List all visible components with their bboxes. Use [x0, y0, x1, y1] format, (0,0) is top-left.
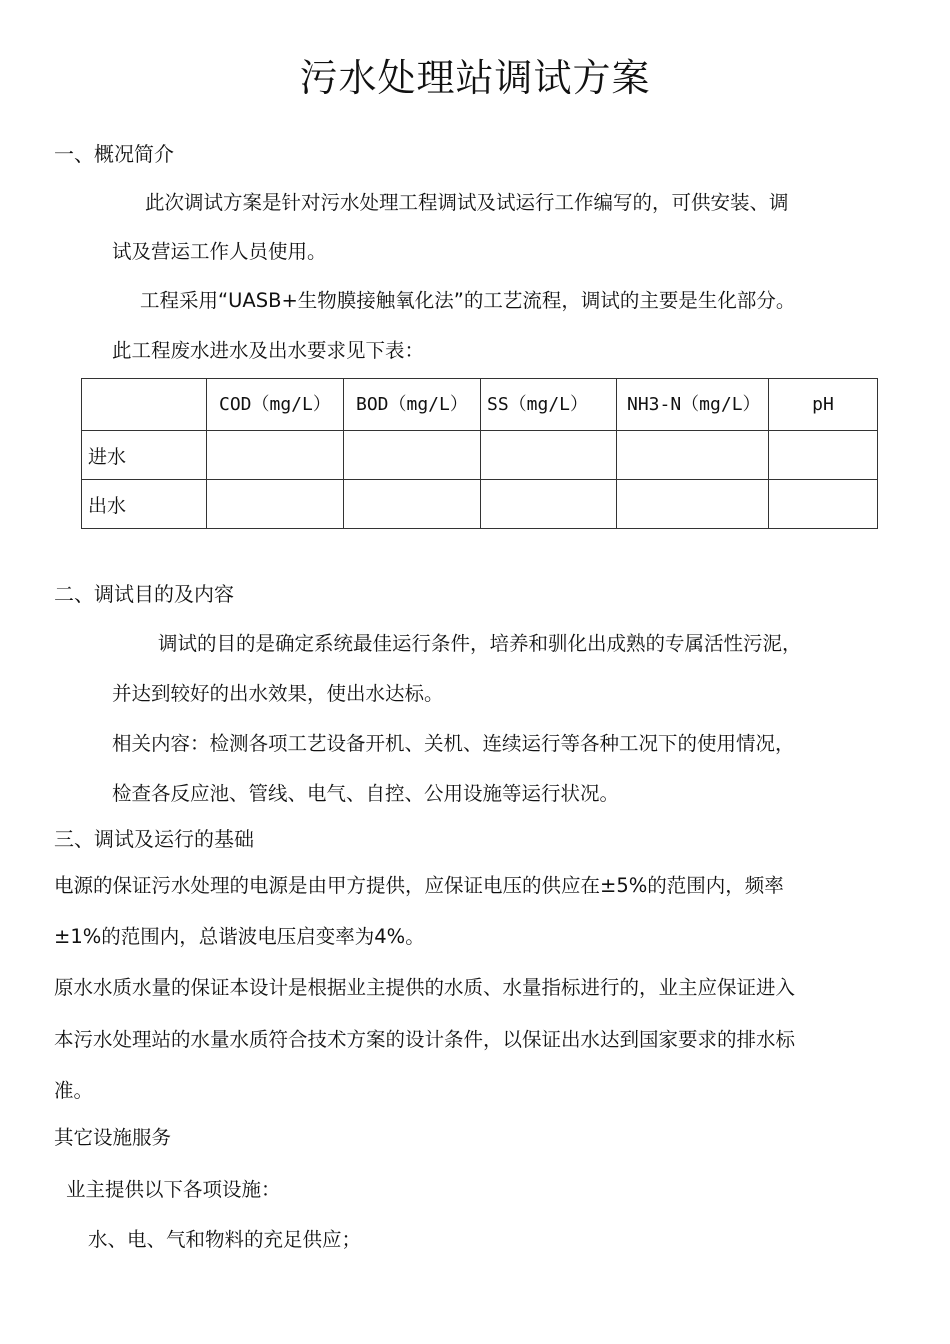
- list-item: 水、电、气和物料的充足供应；: [88, 1228, 362, 1251]
- table-cell: [769, 480, 878, 529]
- table-cell: [481, 431, 617, 480]
- paragraph-table-intro: 此工程废水进水及出水要求见下表：: [112, 339, 425, 362]
- table-cell: [344, 480, 481, 529]
- paragraph-water-line2: 本污水处理站的水量水质符合技术方案的设计条件，以保证出水达到国家要求的排水标: [54, 1028, 796, 1051]
- table-cell: [769, 431, 878, 480]
- table-header-cell: COD（mg/L）: [207, 379, 344, 431]
- paragraph-content-line2: 检查各反应池、管线、电气、自控、公用设施等运行状况。: [112, 782, 620, 805]
- subheading-other-facilities: 其它设施服务: [54, 1126, 172, 1149]
- table-cell: [207, 431, 344, 480]
- table-cell: [617, 431, 769, 480]
- table-header-row: [82, 379, 878, 431]
- paragraph-objective-line1: 调试的目的是确定系统最佳运行条件，培养和驯化出成熟的专属活性污泥，: [158, 632, 802, 655]
- table-row-label: 出水: [82, 480, 207, 529]
- table-header-cell: NH3-N（mg/L）: [617, 379, 769, 431]
- table-header-cell: SS（mg/L）: [481, 379, 617, 431]
- table-cell: [207, 480, 344, 529]
- paragraph-power-line2: ±1%的范围内，总谐波电压启变率为4%。: [54, 925, 425, 948]
- table-cell: [481, 480, 617, 529]
- paragraph-objective-line2: 并达到较好的出水效果，使出水达标。: [112, 682, 444, 705]
- table-header-cell: pH: [769, 379, 878, 431]
- paragraph-content-line1: 相关内容：检测各项工艺设备开机、关机、连续运行等各种工况下的使用情况，: [112, 732, 795, 755]
- table-header-cell: [82, 379, 207, 431]
- water-quality-table: [81, 378, 878, 529]
- paragraph-purpose-line2: 试及营运工作人员使用。: [112, 240, 327, 263]
- section-heading-basis: 三、调试及运行的基础: [54, 827, 254, 851]
- table-header-cell: BOD（mg/L）: [344, 379, 481, 431]
- section-heading-overview: 一、概况简介: [54, 142, 174, 166]
- paragraph-water-line1: 原水水质水量的保证本设计是根据业主提供的水质、水量指标进行的，业主应保证进入: [54, 976, 796, 999]
- page-title: 污水处理站调试方案: [299, 56, 651, 100]
- paragraph-process: 工程采用“UASB+生物膜接触氧化法”的工艺流程，调试的主要是生化部分。: [140, 289, 796, 312]
- table-cell: [344, 431, 481, 480]
- table-row-label: 进水: [82, 431, 207, 480]
- paragraph-power-line1: 电源的保证污水处理的电源是由甲方提供，应保证电压的供应在±5%的范围内，频率: [54, 874, 784, 897]
- table-row: [82, 431, 878, 480]
- paragraph-owner-provides: 业主提供以下各项设施：: [66, 1178, 281, 1201]
- section-heading-objectives: 二、调试目的及内容: [54, 582, 234, 606]
- paragraph-water-line3: 准。: [54, 1079, 94, 1102]
- table-cell: [617, 480, 769, 529]
- paragraph-purpose-line1: 此次调试方案是针对污水处理工程调试及试运行工作编写的，可供安装、调: [145, 191, 789, 214]
- table-row: [82, 480, 878, 529]
